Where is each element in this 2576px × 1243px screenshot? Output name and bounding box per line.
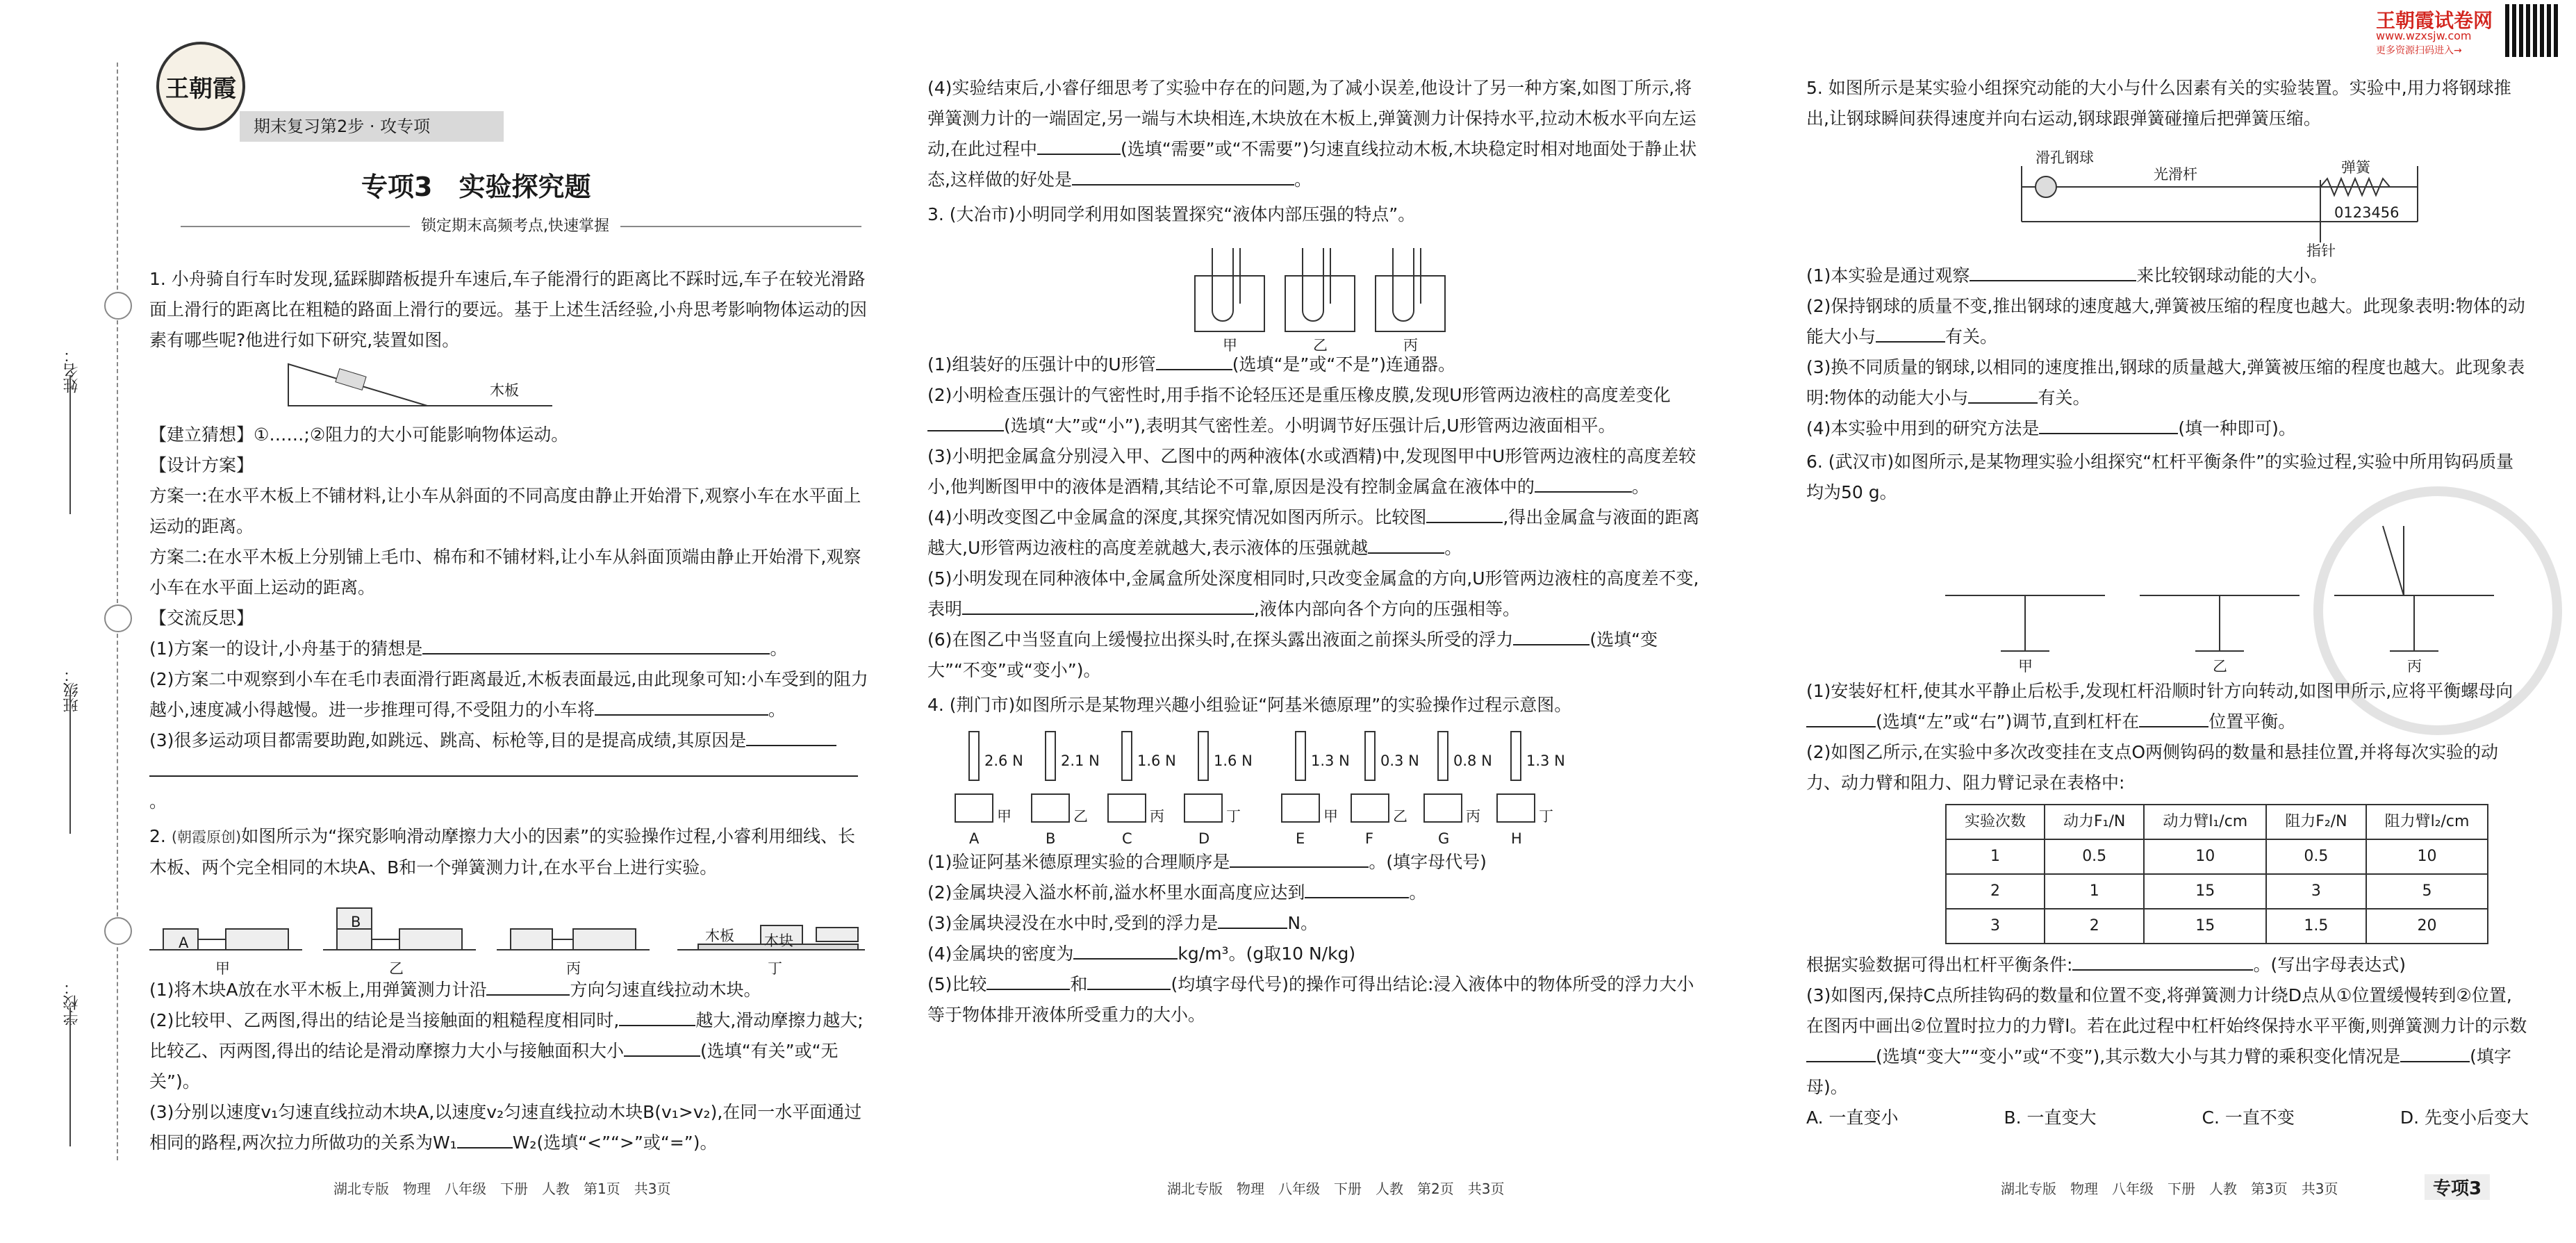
- q4-stem: 4. (荆门市)如图所示是某物理兴趣小组验证“阿基米德原理”的实验操作过程示意图。: [927, 695, 1572, 715]
- table-cell: 3: [1946, 909, 2045, 944]
- table-header: 阻力臂l₂/cm: [2366, 805, 2488, 839]
- spring-scale: [1296, 732, 1305, 780]
- q4-fig-letter: E: [1296, 830, 1305, 847]
- table-cell: 2: [1946, 874, 2045, 909]
- q5-s3: (3)换不同质量的钢球,以相同的速度推出,钢球的质量越大,弹簧被压缩的程度也越大。此现象表明:物体的动能大小与: [1806, 357, 2525, 408]
- table-cell: 15: [2144, 874, 2266, 909]
- q5-fig-ball: 滑孔钢球: [2036, 149, 2094, 166]
- column-2: (4)实验结束后,小睿仔细思考了实验中存在的问题,为了减小误差,他设计了另一种方案,如图丁所示,将弹簧测力计的一端固定,另一端与木块相连,木块放在木板上,弹簧测力计保持水平,拉动木板水平向左运动,在此过程中 (选填“需要”或“不需要”)匀速直线拉动木板,木块稳定时相对地面处于静止状态,这样做的好处是 。 3. (大冶市)小明同学利用如图装置探究“液体内部压强的特点”。 甲 乙 丙 (1)组装好的压强计中的U形管 (选填“是”或“不是”)连通器。 (2)小明检查压强计的气密性时,用手指不论轻压还是重压橡皮膜,发现U形管两边液柱的高度差变化(选填“大”或“小”),表明其气密性差。小明调节好压强计后,U形管两边液面相平。 (3)小明把金属盒分别浸入甲、乙图中的两种液体(水或酒精)中,发现图甲中U形管两边液柱的高度差较小,他判断图甲中的液体是酒精,其结论不可靠,原因是没有控制金属盒在液体中的 。 (4)小明改变图乙中金属盒的深度,其探究情况如图丙所示。比较图 ,得出金属盒与液面的距离越大,U形管两边液柱的高度差就越大,表示液体的压强就越 。 (5)小明发现在同种液体中,金属盒所处深度相同时,只改变金属盒的方向,U形管两边液柱的高度差不变,表明 ,液体内部向各个方向的压强相等。 (6)在图乙中当竖直向上缓慢拉出探头时,在探头露出液面之前探头所受的浮力 (选填“变大”“不变”或“变小”)。 4. (荆门市)如图所示是某物理兴趣小组验证“阿基米德原理”的实验操作过程示意图。 2.6 N A 甲 2.1 N B 乙 1.6 N C 丙 1.6 N D 丁 1.3 N E 甲 0.3 N F 乙 0.8 N G 丙 1.3 N H 丁 (1)验证阿基米德原理实验的合理顺序是 。(填字母代号) (2)金属块浸入溢水杯前,溢水杯里水面高度应达到 。 (3)金属块浸没在水中时,受到的浮力是 N。 (4)金属块的密度为 kg/m³。(g取10 N/kg) (5)比较 和 (均填字母代号)的操作可得出结论:浸入液体中的物体所受的浮力大小等于物体排开液体所受重力的大小。: [927, 73, 1702, 1030]
- q4-fig-reading: 1.3 N: [1311, 752, 1350, 769]
- site-name: 王朝霞试卷网: [2376, 9, 2493, 32]
- spring-scale: [1365, 732, 1375, 780]
- q4-fig-reading: 0.3 N: [1380, 752, 1419, 769]
- q5-s3-tail: 有关。: [2038, 388, 2090, 408]
- q6-s1-tail: 位置平衡。: [2208, 711, 2296, 732]
- table-header: 阻力F₂/N: [2266, 805, 2366, 839]
- q3-s2-tail: (选填“大”或“小”),表明其气密性差。小明调节好压强计后,U形管两边液面相平。: [1004, 415, 1616, 436]
- q6-s1-mid: (选填“左”或“右”)调节,直到杠杆在: [1876, 711, 2140, 732]
- q5-s4-tail: (填一种即可)。: [2178, 418, 2296, 438]
- q2-fig-board: 木板: [705, 928, 734, 944]
- spring-scale: [1122, 732, 1132, 780]
- q4-s3-blank[interactable]: [1218, 912, 1287, 929]
- q3-s6-blank[interactable]: [1513, 629, 1590, 645]
- table-cell: 5: [2366, 874, 2488, 909]
- q2-s2-tail: (选填“有关”或“无关”)。: [149, 1041, 839, 1092]
- q4-fig-letter: A: [969, 830, 980, 847]
- q4-fig-sub: 乙: [1393, 808, 1407, 825]
- q3-s5-tail: ,液体内部向各个方向的压强相等。: [1254, 599, 1520, 619]
- container: [1184, 794, 1222, 822]
- table-row: [1946, 874, 2488, 909]
- page-title: 专项3 实验探究题: [361, 172, 591, 202]
- q2-s2-blank-2[interactable]: [624, 1040, 700, 1057]
- q4-fig-reading: 2.1 N: [1061, 752, 1100, 769]
- q4-fig-sub: 丁: [1226, 808, 1241, 825]
- site-slogan: 更多资源扫码进入→: [2376, 45, 2462, 56]
- q4-fig-sub: 丁: [1539, 808, 1553, 825]
- q2-fig-label-3: 丙: [566, 960, 581, 977]
- q3-s6: (6)在图乙中当竖直向上缓慢拉出探头时,在探头露出液面之前探头所受的浮力: [927, 629, 1514, 650]
- q6-s1-blank-2[interactable]: [2139, 711, 2208, 727]
- q1-s3: (3)很多运动项目都需要助跑,如跳远、跳高、标枪等,目的是提高成绩,其原因是: [149, 730, 747, 750]
- q3-s1-blank[interactable]: [1156, 354, 1232, 370]
- q6-conclusion-tail: 。(写出字母表达式): [2253, 955, 2406, 975]
- q2-s2: (2)比较甲、乙两图,得出的结论是当接触面的粗糙程度相同时,: [149, 1010, 620, 1030]
- q4-fig-sub: 乙: [1073, 808, 1088, 825]
- class-blank[interactable]: [69, 695, 71, 834]
- q5-s1: (1)本实验是通过观察: [1806, 265, 1970, 286]
- q3-s3-blank[interactable]: [1535, 476, 1632, 493]
- binding-margin: [0, 0, 139, 1243]
- q3-s5-blank[interactable]: [962, 598, 1254, 615]
- q3-s4-blank-2[interactable]: [1368, 537, 1444, 554]
- q6-s3-tail: (填字母)。: [1806, 1046, 2511, 1097]
- footer-page-1: 湖北专版 物理 八年级 下册 人教 第1页 共3页: [333, 1180, 671, 1197]
- option-c[interactable]: C. 一直不变: [2202, 1108, 2295, 1128]
- q3-figure: [927, 234, 1702, 354]
- table-cell: 1.5: [2266, 909, 2366, 944]
- q6-s1-blank-1[interactable]: [1806, 711, 1876, 727]
- table-row: [1946, 909, 2488, 944]
- q3-stem: 3. (大冶市)小明同学利用如图装置探究“液体内部压强的特点”。: [927, 204, 1416, 224]
- q4-fig-reading: 1.6 N: [1214, 752, 1253, 769]
- name-label: 姓名：: [63, 347, 81, 393]
- table-cell: 1: [2045, 874, 2144, 909]
- q6-s3-mid: (选填“变大”“变小”或“不变”),其示数大小与其力臂的乘积变化情况是: [1876, 1046, 2401, 1067]
- q4-s5-tail: (均填字母代号)的操作可得出结论:浸入液体中的物体所受的浮力大小等于物体排开液体所受重力的大小。: [927, 974, 1694, 1025]
- corner-tag: 专项3: [2425, 1174, 2490, 1200]
- q2-s2-blank-1[interactable]: [619, 1010, 695, 1026]
- option-a[interactable]: A. 一直变小: [1806, 1108, 1899, 1128]
- table-cell: 0.5: [2266, 839, 2366, 874]
- q3-s1-tail: (选填“是”或“不是”)连通器。: [1232, 354, 1456, 374]
- q1-s2: (2)方案二中观察到小车在毛巾表面滑行距离最近,木板表面最远,由此现象可知:小车受到的阻力越小,速度减小得越慢。进一步推理可得,不受阻力的小车将: [149, 669, 868, 720]
- q5-s1-blank[interactable]: [1970, 265, 2136, 281]
- table-cell: 15: [2144, 909, 2266, 944]
- q5-s4: (4)本实验中用到的研究方法是: [1806, 418, 2040, 438]
- spring-scale: [1198, 732, 1208, 780]
- brand-logo: [156, 42, 245, 131]
- table-cell: 10: [2366, 839, 2488, 874]
- table-header-row: [1946, 805, 2488, 839]
- container: [1497, 794, 1535, 822]
- archimedes-diagram: [927, 725, 1702, 843]
- footer-page-2: 湖北专版 物理 八年级 下册 人教 第2页 共3页: [1167, 1180, 1505, 1197]
- q4-s5-blank-1[interactable]: [986, 973, 1070, 990]
- q4-fig-letter: C: [1122, 830, 1132, 847]
- q4-s1: (1)验证阿基米德原理实验的合理顺序是: [927, 852, 1230, 872]
- table-cell: 1: [1946, 839, 2045, 874]
- q5-fig-scale: 0123456: [2334, 204, 2400, 221]
- q4-s5-mid: 和: [1070, 974, 1088, 994]
- q3-s4-mid: ,得出金属盒与液面的距离越大,U形管两边液柱的高度差就越大,表示液体的压强就越: [927, 507, 1700, 558]
- q2-s1-blank[interactable]: [486, 979, 570, 996]
- option-b[interactable]: B. 一直变大: [2004, 1108, 2097, 1128]
- q1-figure: [149, 360, 872, 415]
- q1-fig-board-label: 木板: [490, 382, 519, 399]
- school-label: 学校：: [63, 980, 81, 1026]
- q2-fig-block-a: A: [179, 935, 189, 951]
- q4-s1-tail: 。(填字母代号): [1369, 852, 1487, 872]
- q2-s2-mid: 越大,滑动摩擦力越大;比较乙、丙两图,得出的结论是滑动摩擦力大小与接触面积大小: [149, 1010, 864, 1061]
- q4-s3-tail: N。: [1287, 913, 1319, 933]
- q1-s3-blank[interactable]: [746, 730, 836, 746]
- binding-hole: [104, 604, 132, 632]
- table-header: 实验次数: [1946, 805, 2045, 839]
- container: [1282, 794, 1319, 822]
- q6-conclusion: 根据实验数据可得出杠杆平衡条件:: [1806, 955, 2073, 975]
- kinetic-energy-diagram: [1806, 138, 2529, 256]
- container: [955, 794, 993, 822]
- q3-s2: (2)小明检查压强计的气密性时,用手指不论轻压还是重压橡皮膜,发现U形管两边液柱的高度差变化: [927, 385, 1671, 405]
- q4-fig-reading: 0.8 N: [1453, 752, 1492, 769]
- q4-s4-blank[interactable]: [1073, 943, 1178, 960]
- lever-diagram: [1806, 512, 2529, 672]
- q5-s2-tail: 有关。: [1945, 327, 1998, 347]
- q5-fig-pointer: 指针: [2306, 242, 2336, 259]
- q6-s1: (1)安装好杠杆,使其水平静止后松手,发现杠杆沿顺时针方向转动,如图甲所示,应将平衡螺母向: [1806, 681, 2513, 701]
- binding-hole: [104, 917, 132, 945]
- subtitle: 锁定期末高频考点,快速掌握: [410, 214, 620, 236]
- q3-s5: (5)小明发现在同种液体中,金属盒所处深度相同时,只改变金属盒的方向,U形管两边液柱的高度差不变,表明: [927, 568, 1699, 619]
- q6-s3: (3)如图丙,保持C点所挂钩码的数量和位置不变,将弹簧测力计绕D点从①位置缓慢转到②位置,在图丙中画出②位置时拉力的力臂l。若在此过程中杠杆始终保持水平平衡,则弹簧测力计的示数: [1806, 985, 2527, 1036]
- q6-fig-label-2: 乙: [2213, 658, 2227, 675]
- name-blank[interactable]: [69, 375, 71, 514]
- column-1: 1. 小舟骑自行车时发现,猛踩脚踏板提升车速后,车子能滑行的距离比不踩时远,车子在较光滑路面上滑行的距离比在粗糙的路面上滑行的要远。基于上述生活经验,小舟思考影响物体运动的因素有哪些呢?他进行如下研究,装置如图。 木板 【建立猜想】①……;②阻力的大小可能影响物体运动。 【设计方案】 方案一:在水平木板上不铺材料,让小车从斜面的不同高度由静止开始滑下,观察小车在水平面上运动的距离。 方案二:在水平木板上分别铺上毛巾、棉布和不铺材料,让小车从斜面顶端由静止开始滑下,观察小车在水平面上运动的距离。 【交流反思】 (1)方案一的设计,小舟基于的猜想是 。 (2)方案二中观察到小车在毛巾表面滑行距离最近,木板表面最远,由此现象可知:小车受到的阻力越小,速度减小得越慢。进一步推理可得,不受阻力的小车将 。 (3)很多运动项目都需要助跑,如跳远、跳高、标枪等,目的是提高成绩,其原因是 。 2. (朝霞原创)如图所示为“探究影响滑动摩擦力大小的因素”的实验操作过程,小睿利用细线、长木板、两个完全相同的木块A、B和一个弹簧测力计,在水平台上进行实验。 A B 木板 木块 甲 乙 丙 丁 (1)将木块A放在水平木板上,用弹簧测力计沿 方向匀速直线拉动木块。 (2)比较甲、乙两图,得出的结论是当接触面的粗糙程度相同时, 越大,滑动摩擦力越大;比较乙、丙两图,得出的结论是滑动摩擦力大小与接触面积大小 (选填“有关”或“无关”)。 (3)分别以速度v₁匀速直线拉动木块A,以速度v₂匀速直线拉动木块B(v₁>v₂),在同一水平面通过相同的路程,两次拉力所做功的关系为W₁ W₂(选填“<”“>”或“=”)。: [149, 264, 872, 1158]
- table-cell: 20: [2366, 909, 2488, 944]
- q2-s1: (1)将木块A放在水平木板上,用弹簧测力计沿: [149, 980, 487, 1000]
- table-cell: 10: [2144, 839, 2266, 874]
- spring-scale: [1438, 732, 1448, 780]
- lever-data-table: [1945, 804, 2488, 944]
- q2-fig-block: 木块: [764, 932, 793, 949]
- q2-source: (朝霞原创): [171, 829, 242, 846]
- q5-s1-tail: 来比较钢球动能的大小。: [2136, 265, 2328, 286]
- table-cell: 0.5: [2045, 839, 2144, 874]
- q1-s1: (1)方案一的设计,小舟基于的猜想是: [149, 639, 423, 659]
- q6-options: [1806, 1103, 2529, 1133]
- q3-fig-label-3: 丙: [1403, 337, 1418, 354]
- q1-plan-1: 方案一:在水平木板上不铺材料,让小车从斜面的不同高度由静止开始滑下,观察小车在水平面上运动的距离。: [149, 486, 861, 536]
- q3-s1: (1)组装好的压强计中的U形管: [927, 354, 1156, 374]
- table-cell: 2: [2045, 909, 2144, 944]
- q6-stem: 6. (武汉市)如图所示,是某物理实验小组探究“杠杆平衡条件”的实验过程,实验中所用钩码质量均为50 g。: [1806, 452, 2514, 502]
- q6-figure: [1806, 512, 2529, 675]
- q4-s2-blank[interactable]: [1305, 882, 1409, 898]
- q4-fig-sub: 甲: [1323, 808, 1338, 825]
- q4-fig-reading: 1.3 N: [1526, 752, 1565, 769]
- q4-fig-letter: D: [1198, 830, 1210, 847]
- q3-s4: (4)小明改变图乙中金属盒的深度,其探究情况如图丙所示。比较图: [927, 507, 1427, 527]
- q1-s3-blank-2[interactable]: [149, 760, 858, 777]
- q5-figure: [1806, 138, 2529, 259]
- q2-fig-label-1: 甲: [215, 960, 230, 977]
- table-header: 动力臂l₁/cm: [2144, 805, 2266, 839]
- q2-s1-tail: 方向匀速直线拉动木块。: [570, 980, 761, 1000]
- table-cell: 3: [2266, 874, 2366, 909]
- q2-s3: (3)分别以速度v₁匀速直线拉动木块A,以速度v₂匀速直线拉动木块B(v₁>v₂),在同一水平面通过相同的路程,两次拉力所做功的关系为W₁: [149, 1102, 862, 1153]
- q5-fig-rod: 光滑杆: [2154, 166, 2197, 183]
- q3-s6-tail: (选填“变大”“不变”或“变小”)。: [927, 629, 1658, 680]
- q3-fig-label-2: 乙: [1313, 337, 1328, 354]
- table-header: 动力F₁/N: [2045, 805, 2144, 839]
- banner: 期末复习第2步 · 攻专项: [240, 111, 504, 142]
- q2-s3-blank[interactable]: [457, 1132, 513, 1149]
- q2-4-blank-2[interactable]: [1072, 169, 1294, 186]
- q3-s3: (3)小明把金属盒分别浸入甲、乙图中的两种液体(水或酒精)中,发现图甲中U形管两边液柱的高度差较小,他判断图甲中的液体是酒精,其结论不可靠,原因是没有控制金属盒在液体中的: [927, 446, 1696, 497]
- q5-s4-blank[interactable]: [2039, 418, 2178, 434]
- spring-scale: [969, 732, 979, 780]
- q1-design-head: 【设计方案】: [149, 455, 254, 475]
- spring-scale: [1046, 732, 1055, 780]
- q2-figure: [149, 887, 872, 977]
- q2-fig-label-2: 乙: [389, 960, 404, 977]
- q4-fig-sub: 丙: [1466, 808, 1480, 825]
- container: [1032, 794, 1069, 822]
- q5-s3-blank[interactable]: [1968, 387, 2038, 404]
- q5-fig-spring: 弹簧: [2341, 159, 2370, 176]
- q4-figure: [927, 725, 1702, 847]
- q4-fig-letter: B: [1046, 830, 1056, 847]
- site-url: www.wzxsjw.com: [2376, 29, 2472, 42]
- q4-fig-sub: 丙: [1150, 808, 1164, 825]
- container: [1351, 794, 1389, 822]
- brand-logo-text: 王朝霞: [165, 74, 236, 103]
- binding-hole: [104, 292, 132, 320]
- q4-s5: (5)比较: [927, 974, 987, 994]
- container: [1108, 794, 1146, 822]
- q1-stem: 1. 小舟骑自行车时发现,猛踩脚踏板提升车速后,车子能滑行的距离比不踩时远,车子在较光滑路面上滑行的距离比在粗糙的路面上滑行的要远。基于上述生活经验,小舟思考影响物体运动的因素有哪些呢?他进行如下研究,装置如图。: [149, 269, 867, 350]
- q4-fig-reading: 1.6 N: [1137, 752, 1176, 769]
- school-blank[interactable]: [69, 1007, 71, 1146]
- q4-s3: (3)金属块浸没在水中时,受到的浮力是: [927, 913, 1219, 933]
- q4-s4-tail: kg/m³。(g取10 N/kg): [1178, 944, 1356, 964]
- q1-reflect-head: 【交流反思】: [149, 608, 254, 628]
- q3-fig-label-1: 甲: [1223, 337, 1237, 354]
- container: [1424, 794, 1462, 822]
- q5-s2-blank[interactable]: [1876, 326, 1945, 343]
- spring-scale: [1511, 732, 1521, 780]
- table-row: [1946, 839, 2488, 874]
- q5-stem: 5. 如图所示是某实验小组探究动能的大小与什么因素有关的实验装置。实验中,用力将钢球推出,让钢球瞬间获得速度并向右运动,钢球跟弹簧碰撞后把弹簧压缩。: [1806, 78, 2511, 129]
- q1-s2-blank[interactable]: [595, 699, 768, 716]
- q1-hypothesis: 【建立猜想】①……;②阻力的大小可能影响物体运动。: [149, 425, 569, 445]
- q4-s4: (4)金属块的密度为: [927, 944, 1074, 964]
- q4-s2: (2)金属块浸入溢水杯前,溢水杯里水面高度应达到: [927, 882, 1305, 903]
- q3-s2-blank[interactable]: [927, 415, 1004, 431]
- q2-fig-label-4: 丁: [768, 960, 782, 977]
- q2-fig-block-b: B: [351, 914, 361, 930]
- q2-4-blank-1[interactable]: [1037, 138, 1121, 155]
- q2-s3-tail: W₂(选填“<”“>”或“=”)。: [512, 1133, 718, 1153]
- q6-s2: (2)如图乙所示,在实验中多次改变挂在支点O两侧钩码的数量和悬挂位置,并将每次实验的动力、动力臂和阻力、阻力臂记录在表格中:: [1806, 742, 2498, 793]
- q1-plan-2: 方案二:在水平木板上分别铺上毛巾、棉布和不铺材料,让小车从斜面顶端由静止开始滑下,观察小车在水平面上运动的距离。: [149, 547, 861, 598]
- q2-4b: (选填“需要”或“不需要”)匀速直线拉动木板,木块稳定时相对地面处于静止状态,这样做的好处是: [927, 139, 1697, 190]
- q4-fig-letter: F: [1365, 830, 1374, 847]
- q3-s4-blank-1[interactable]: [1426, 507, 1503, 523]
- q5-s2: (2)保持钢球的质量不变,推出钢球的速度越大,弹簧被压缩的程度也越大。此现象表明:物体的动能大小与: [1806, 296, 2525, 347]
- q6-s3-blank-2[interactable]: [2400, 1046, 2470, 1062]
- q6-fig-label-1: 甲: [2018, 658, 2033, 675]
- qr-code-icon[interactable]: [2505, 4, 2558, 57]
- q2-stem: 如图所示为“探究影响滑动摩擦力大小的因素”的实验操作过程,小睿利用细线、长木板、两个完全相同的木块A、B和一个弹簧测力计,在水平台上进行实验。: [149, 826, 856, 878]
- q4-fig-letter: H: [1511, 830, 1522, 847]
- q1-s1-blank[interactable]: [422, 638, 770, 655]
- class-label: 班级：: [63, 667, 81, 713]
- option-d[interactable]: D. 先变小后变大: [2400, 1108, 2529, 1128]
- q6-conclusion-blank[interactable]: [2072, 954, 2253, 971]
- q2-4a: (4)实验结束后,小睿仔细思考了实验中存在的问题,为了减小误差,他设计了另一种方案,如图丁所示,将弹簧测力计的一端固定,另一端与木块相连,木块放在木板上,弹簧测力计保持水平,拉动木板水平向左运动,在此过程中: [927, 78, 1696, 159]
- q4-s5-blank-2[interactable]: [1087, 973, 1171, 990]
- q6-fig-label-3: 丙: [2407, 658, 2422, 675]
- q4-fig-sub: 甲: [997, 808, 1012, 825]
- q4-fig-letter: G: [1438, 830, 1450, 847]
- footer-page-3: 湖北专版 物理 八年级 下册 人教 第3页 共3页: [2001, 1180, 2338, 1197]
- q4-fig-reading: 2.6 N: [984, 752, 1023, 769]
- pressure-gauge-diagram: [927, 234, 1702, 345]
- friction-diagrams: [149, 887, 872, 971]
- q6-s3-blank-1[interactable]: [1806, 1046, 1876, 1062]
- column-3: [1806, 73, 2529, 1133]
